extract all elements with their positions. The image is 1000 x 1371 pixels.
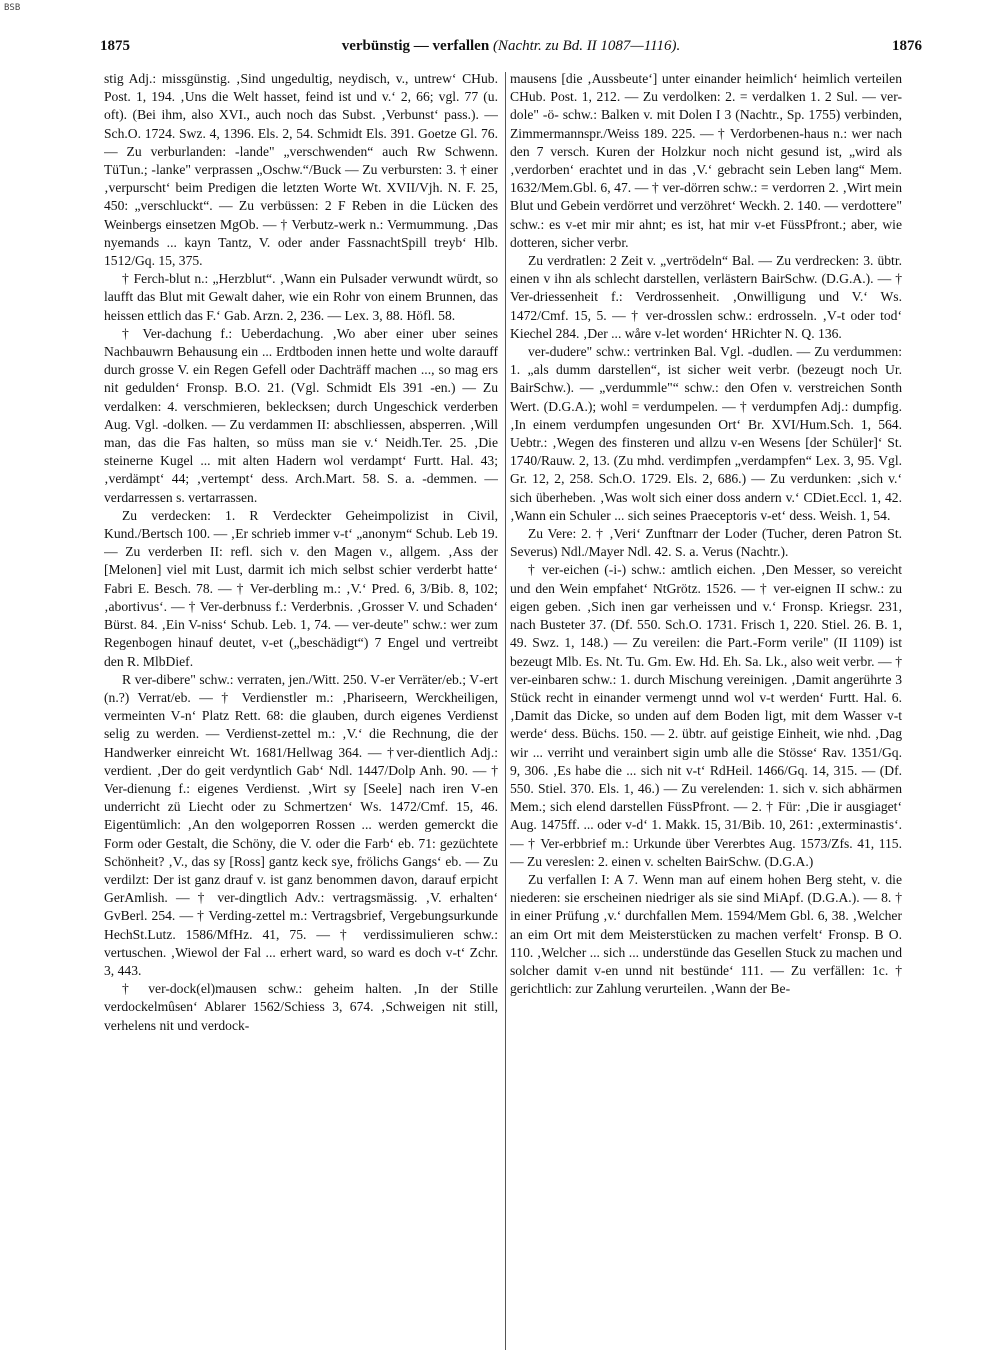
paragraph: Zu Vere: 2. † ‚Veri‘ Zunftnarr der Loder (Tucher, deren Patron St. Severus) Ndl./Mayer Ndl. 42. S. a. Verus (Nachtr.). [510,526,902,560]
column-divider [505,72,506,1350]
library-stamp: BSB [4,3,21,13]
running-title [100,38,922,55]
right-column [510,70,902,1350]
paragraph: Zu verdratlen: 2 Zeit v. „vertrödeln“ Bal. — Zu verdrecken: 3. übtr. einen v ihn als schlecht darstellen, verlästern BairSchw. (D.G.A.). — † Ver-driessenheit f.: Verdrossenheit. ‚Onwilligung und V.‘ Ws. 1472/Cmf. 15, 5. — † ver-drosslen schw.: erdrosseln. ‚V‑t oder tod‘ Kiechel 284. ‚Der ... wåre v‑let worden‘ HRichter N. Q. 136. [510,253,902,341]
paragraph: Zu verfallen I: A 7. Wenn man auf einem hohen Berg steht, v. die niederen: sie erscheinen niedriger als sie sind MiApf. (D.G.A.). — 8. † in einer Prüfung ‚v.‘ durchfallen Mem. 1594/Mem Gbl. 6, 38. ‚Welcher an eim Ort mit dem Meisterstücken zu machen verfelt‘ Fronsp. B O. 110. ‚Welcher ... sich ... understünde das Gesellen Stuck zu machen und solcher damit v‑en unnd nit bestünde‘ 111. — Zu verfällen: 1c. † gerichtlich: zur Zahlung verurteilen. ‚Wann der Be- [510,871,902,997]
left-column [104,70,498,1350]
paragraph: R ver-dibere" schw.: verraten, jen./Witt. 250. V‑er Verräter/eb.; V‑ert (n.?) Verrat/eb. — † Verdienstler m.: ‚Phariseern, Werckheiligen, vermeinten V‑n‘ Platz Rett. 68: die glauben, durch eigenes Verdienst selig zu werden. — Verdienst-zettel m.: ‚V.‘ die Rechnung, die der Handwerker einreicht Wt. 1681/Hellwag 364. — †ver-dientlich Adj.: verdient. ‚Der do geit verdyntlich Gab‘ Ndl. 1447/Dolp Anh. 90. — † Ver-dienung f.: eigenes Verdienst. ‚Wirt sy [Seele] nach iren V‑en underricht zü Liecht oder zu Schmertzen‘ Ws. 1472/Cmf. 15, 46. Eigentümlich: ‚An den wolgeporren Rossen ... werden gemerckt die Form oder Gestalt, die Schöny, die V. oder die Farb‘ eb. 71: gezüchtete Schönheit? ‚V., das sy [Ross] gantz keck sye, frölichs Gangs‘ eb. — Zu verdilzt: Der ist ganz drauf v. ist ganz benommen davon, darauf erpicht GerAmlish. — † ver-dingtlich Adv.: vertragsmässig. ‚V. erhalten‘ GvBerl. 254. — † Verding-zettel m.: Vertragsbrief, Vergebungsurkunde HechSt.Lutz. 1586/MfHz. 41, 75. — † verdissimulieren schw.: vertuschen. ‚Wiewol der Fal ... erhert ward, so ward es doch v‑t‘ Zchr. 3, 443. [104,671,498,978]
page-number-left: 1875 [100,38,130,54]
paragraph: † ver-dock(el)mausen schw.: geheim halten. ‚In der Stille verdockelmûsen‘ Ablarer 1562/Schiess 3, 674. ‚Schweigen nit still, verhelens nit und verdock- [104,981,498,1033]
paragraph: mausens [die ‚Aussbeute‘] unter einander heimlich‘ heimlich verteilen CHub. Post. 1, 212. — Zu verdolken: 2. = verdalken 1. 2 Sul. — ver-dole" ‑ö‑ schw.: Balken v. mit Dolen I 3 (Nachtr., Sp. 1755) verbinden, Zimmermannspr./Weiss 189. 225. — † Verdorbenen-haus n.: wer nach den 7 versch. Kuren der Holzkur noch nicht gesund ist, „wird als ‚verdorben‘ erachtet und in das ‚V.‘ gebracht sein Leben lang“ Mem. 1632/Mem.Gbl. 6, 47. — † ver-dörren schw.: = verdorren 2. ‚Wirt mein Blut und Gebein verdörret und verzöhret‘ Weckh. 2. 140. — verdottere" schw.: es v‑et mir mir ahnt; es ist, hat mir v‑et FüssPfront.; aber, wie dotteren, sicher verbr. [510,71,902,250]
page-header [100,38,922,60]
paragraph: ver-dudere" schw.: vertrinken Bal. Vgl. ‑dudlen. — Zu verdummen: 1. „als dumm darstellen“, ist sicher weit verbr. (bezeugt noch Ur. BairSchw.). — „verdummle"“ schw.: den Ofen v. verstreichen Sonth Wert. (D.G.A.); wohl = verdumpelen. — † verdumpfen Adj.: dumpfig. ‚In einem verdumpfen ungesunden Ort‘ Br. XVI/Hum.Sch. 1, 564. Uebtr.: ‚Wegen des finsteren und allzu v‑en Wesens [der Schüler]‘ St. 1740/Rauw. 2, 13. (Zu mhd. verdimpfen „verdampfen“ Lex. 3, 95. Vgl. Gr. 12, 2, 258. Sch.O. 1729. Els. 2, 686.) — Zu verdunken: ‚sich v.‘ sich überheben. ‚Was wolt sich einer doss andern v.‘ CDiet.Eccl. 1, 42. ‚Wann ein Schuler ... sich seines Praeceptoris v‑et‘ dess. Weish. 1, 54. [510,344,902,523]
page-number-right: 1876 [892,38,922,54]
paragraph: † Ferch-blut n.: „Herzblut“. ‚Wann ein Pulsader verwundt würdt, so laufft das Blut mit Gewalt daher, wie ein Rohr von einem Brunnen, das heissen ettlich das F.‘ Gab. Arzn. 2, 236. — Lex. 3, 88. Höfl. 58. [104,271,498,323]
paragraph: stig Adj.: missgünstig. ‚Sind ungedultig, neydisch, v., untrew‘ CHub. Post. 1, 194. ‚Uns die Welt hasset, feind ist und v.‘ 2, 66; vgl. 77 (u. oft). (Bei ihm, also XVI., auch noch das Subst. ‚Verbunst‘ pass.). — Sch.O. 1724. Swz. 4, 1396. Els. 2, 54. Schmidt Els. 391. Goetze Gl. 76. — Zu verburlanden: ‑lande" „verschwenden“ auch Rw Schwenn. TüTun.; ‑lanke" verprassen „Oschw.“/Buck — Zu verbursten: 3. † einer ‚verpurscht‘ beim Predigen die letzten Worte Wt. XVII/Vjh. N. F. 25, 450: „verschluckt“. — Zu verbüssen: 2 F Reben in die Lücken des Weinbergs einsetzen MgOb. — † Verbutz-werk n.: Vermummung. ‚Das nyemands ... kayn Tantz, V. oder ander FassnachtSpill treyb‘ Hlb. 1512/Gq. 15, 375. [104,71,498,269]
running-title-note: (Nachtr. zu Bd. II 1087—1116). [492,38,681,54]
paragraph: † ver-eichen (‑i‑) schw.: amtlich eichen. ‚Den Messer, so vereicht und den Wein empfahet‘ NtGrötz. 1526. — † ver-eignen II schw.: zu eigen geben. ‚Sich inen gar verheissen und v.‘ Fronsp. Kriegsr. 231, nach Busteter 37. (Df. 550. Sch.O. 1731. Frisch 1, 220. Stiel. 26. B. 1, 49. Swz. 1, 148.) — Zu vereilen: die Part.-Form verile" (II 1109) ist bezeugt Mlb. Es. Nt. Tu. Gm. Ew. Hd. Eh. Sa. Lk., also weit verbr. — † ver-einbaren schw.: 1. durch Mischung vereinigen. ‚Damit angerührte 3 Stück recht in einander vermengt unnd wol v‑t werden‘ Furtt. Hal. 6. ‚Damit das Dicke, so unden auf dem Boden ligt, mit dem Wasser v‑t werde‘ dess. Büchs. 150. — 2. übtr. auf geistige Einheit, wie nhd. ‚Dag wir ... verriht und verainbert sigin umb alle die Stösse‘ Rav. 1351/Gq. 9, 306. ‚Es habe die ... sich nit v‑t‘ RdHeil. 1466/Gq. 14, 315. — (Df. 550. Stiel. 370. Els. 1, 46.) — Zu verelenden: 1. sich v. sich abhärmen Mem.; sich elend darstellen FüssPfront. — 2. † Für: ‚Die ir ausgiaget‘ Aug. 1475ff. ... oder v‑d‘ 1. Makk. 15, 31/Bib. 10, 261: ‚exterminastis‘. — † Ver-erbbrief m.: Urkunde über Vererbtes Aug. 1573/Zfs. 41, 115. — Zu vereslen: 2. einen v. schelten BairSchw. (D.G.A.) [510,562,902,869]
paragraph: † Ver-dachung f.: Ueberdachung. ‚Wo aber einer uber seines Nachbauwrn Behausung ein ... Erdtboden innen hette und wolte darauff durch grosse V. ein Regen Gefell oder Dachträff machen ..., so mag ers nit gedulden‘ Fronsp. B.O. 21. (Vgl. Schmidt Els 391 ‑en.) — Zu verdalken: 4. verschmieren, beklecksen; durch Ungeschick verderben Aug. Vgl. ‑dolken. — Zu verdammen II: abschliessen, absperren. ‚Will man, das die Fas halten, so müss man sie v.‘ Neidh.Ter. 25. ‚Die steinerne Kugel ... mit alten Hadern wol verdampt‘ Furtt. Hal. 43; ‚verdämpt‘ 44; ‚vertempt‘ dess. Arch.Mart. 58. S. a. ‑demmen. — verdarressen s. vertarrassen. [104,325,498,505]
running-title-main: verbünstig — verfallen [341,38,490,54]
paragraph: Zu verdecken: 1. R Verdeckter Geheimpolizist in Civil, Kund./Bertsch 100. — ‚Er schrieb immer v‑t‘ „anonym“ Schub. Leb 19. — Zu verderben II: refl. sich v. den Magen v., allgem. ‚Ass der [Melonen] viel mit Lust, darmit ich mich selbst schier verderbt hatte‘ Fabri E. Besch. 78. — † Ver-derbling m.: ‚V.‘ Pred. 6, 3/Bib. 8, 102; ‚abortivus‘. — † Ver-derbnuss f.: Verderbnis. ‚Grosser V. und Schaden‘ Bürst. 84. ‚Ein V-niss‘ Schub. Leb. 1, 74. — ver-deute" schw.: wer zum Regenbogen hinauf deutet, v‑et („beschädigt“) 7 Engel und vertreibt den R. MlbDief. [104,507,498,669]
